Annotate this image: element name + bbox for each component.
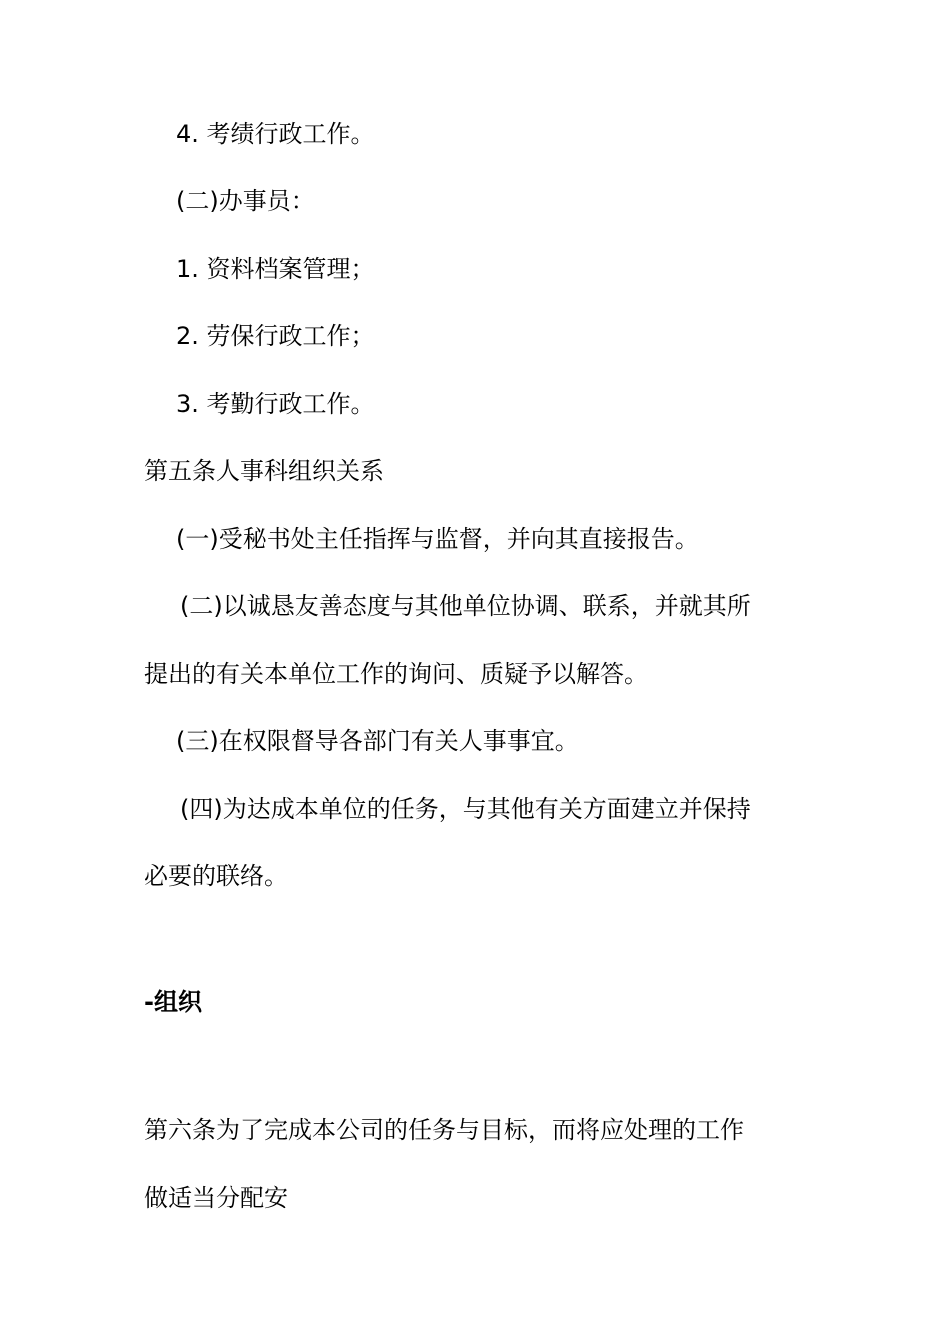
section-heading: -组织 <box>144 988 202 1016</box>
paragraph-line: 2. 劳保行政工作； <box>176 322 375 350</box>
paragraph-line: 第六条为了完成本公司的任务与目标，而将应处理的工作 <box>144 1116 744 1144</box>
paragraph-line: 必要的联络。 <box>144 862 288 890</box>
paragraph-line: 4. 考绩行政工作。 <box>176 120 375 148</box>
paragraph-line: 提出的有关本单位工作的询问、质疑予以解答。 <box>144 660 648 688</box>
paragraph-line: (四)为达成本单位的任务，与其他有关方面建立并保持 <box>180 795 751 823</box>
paragraph-line: (二)以诚恳友善态度与其他单位协调、联系，并就其所 <box>180 592 751 620</box>
paragraph-line: 做适当分配安 <box>144 1184 288 1212</box>
paragraph-line: 3. 考勤行政工作。 <box>176 390 375 418</box>
paragraph-line: (一)受秘书处主任指挥与监督，并向其直接报告。 <box>176 525 699 553</box>
paragraph-line: (二)办事员： <box>176 187 315 215</box>
paragraph-line: 1. 资料档案管理； <box>176 255 375 283</box>
article-heading: 第五条人事科组织关系 <box>144 457 384 485</box>
paragraph-line: (三)在权限督导各部门有关人事事宜。 <box>176 727 579 755</box>
